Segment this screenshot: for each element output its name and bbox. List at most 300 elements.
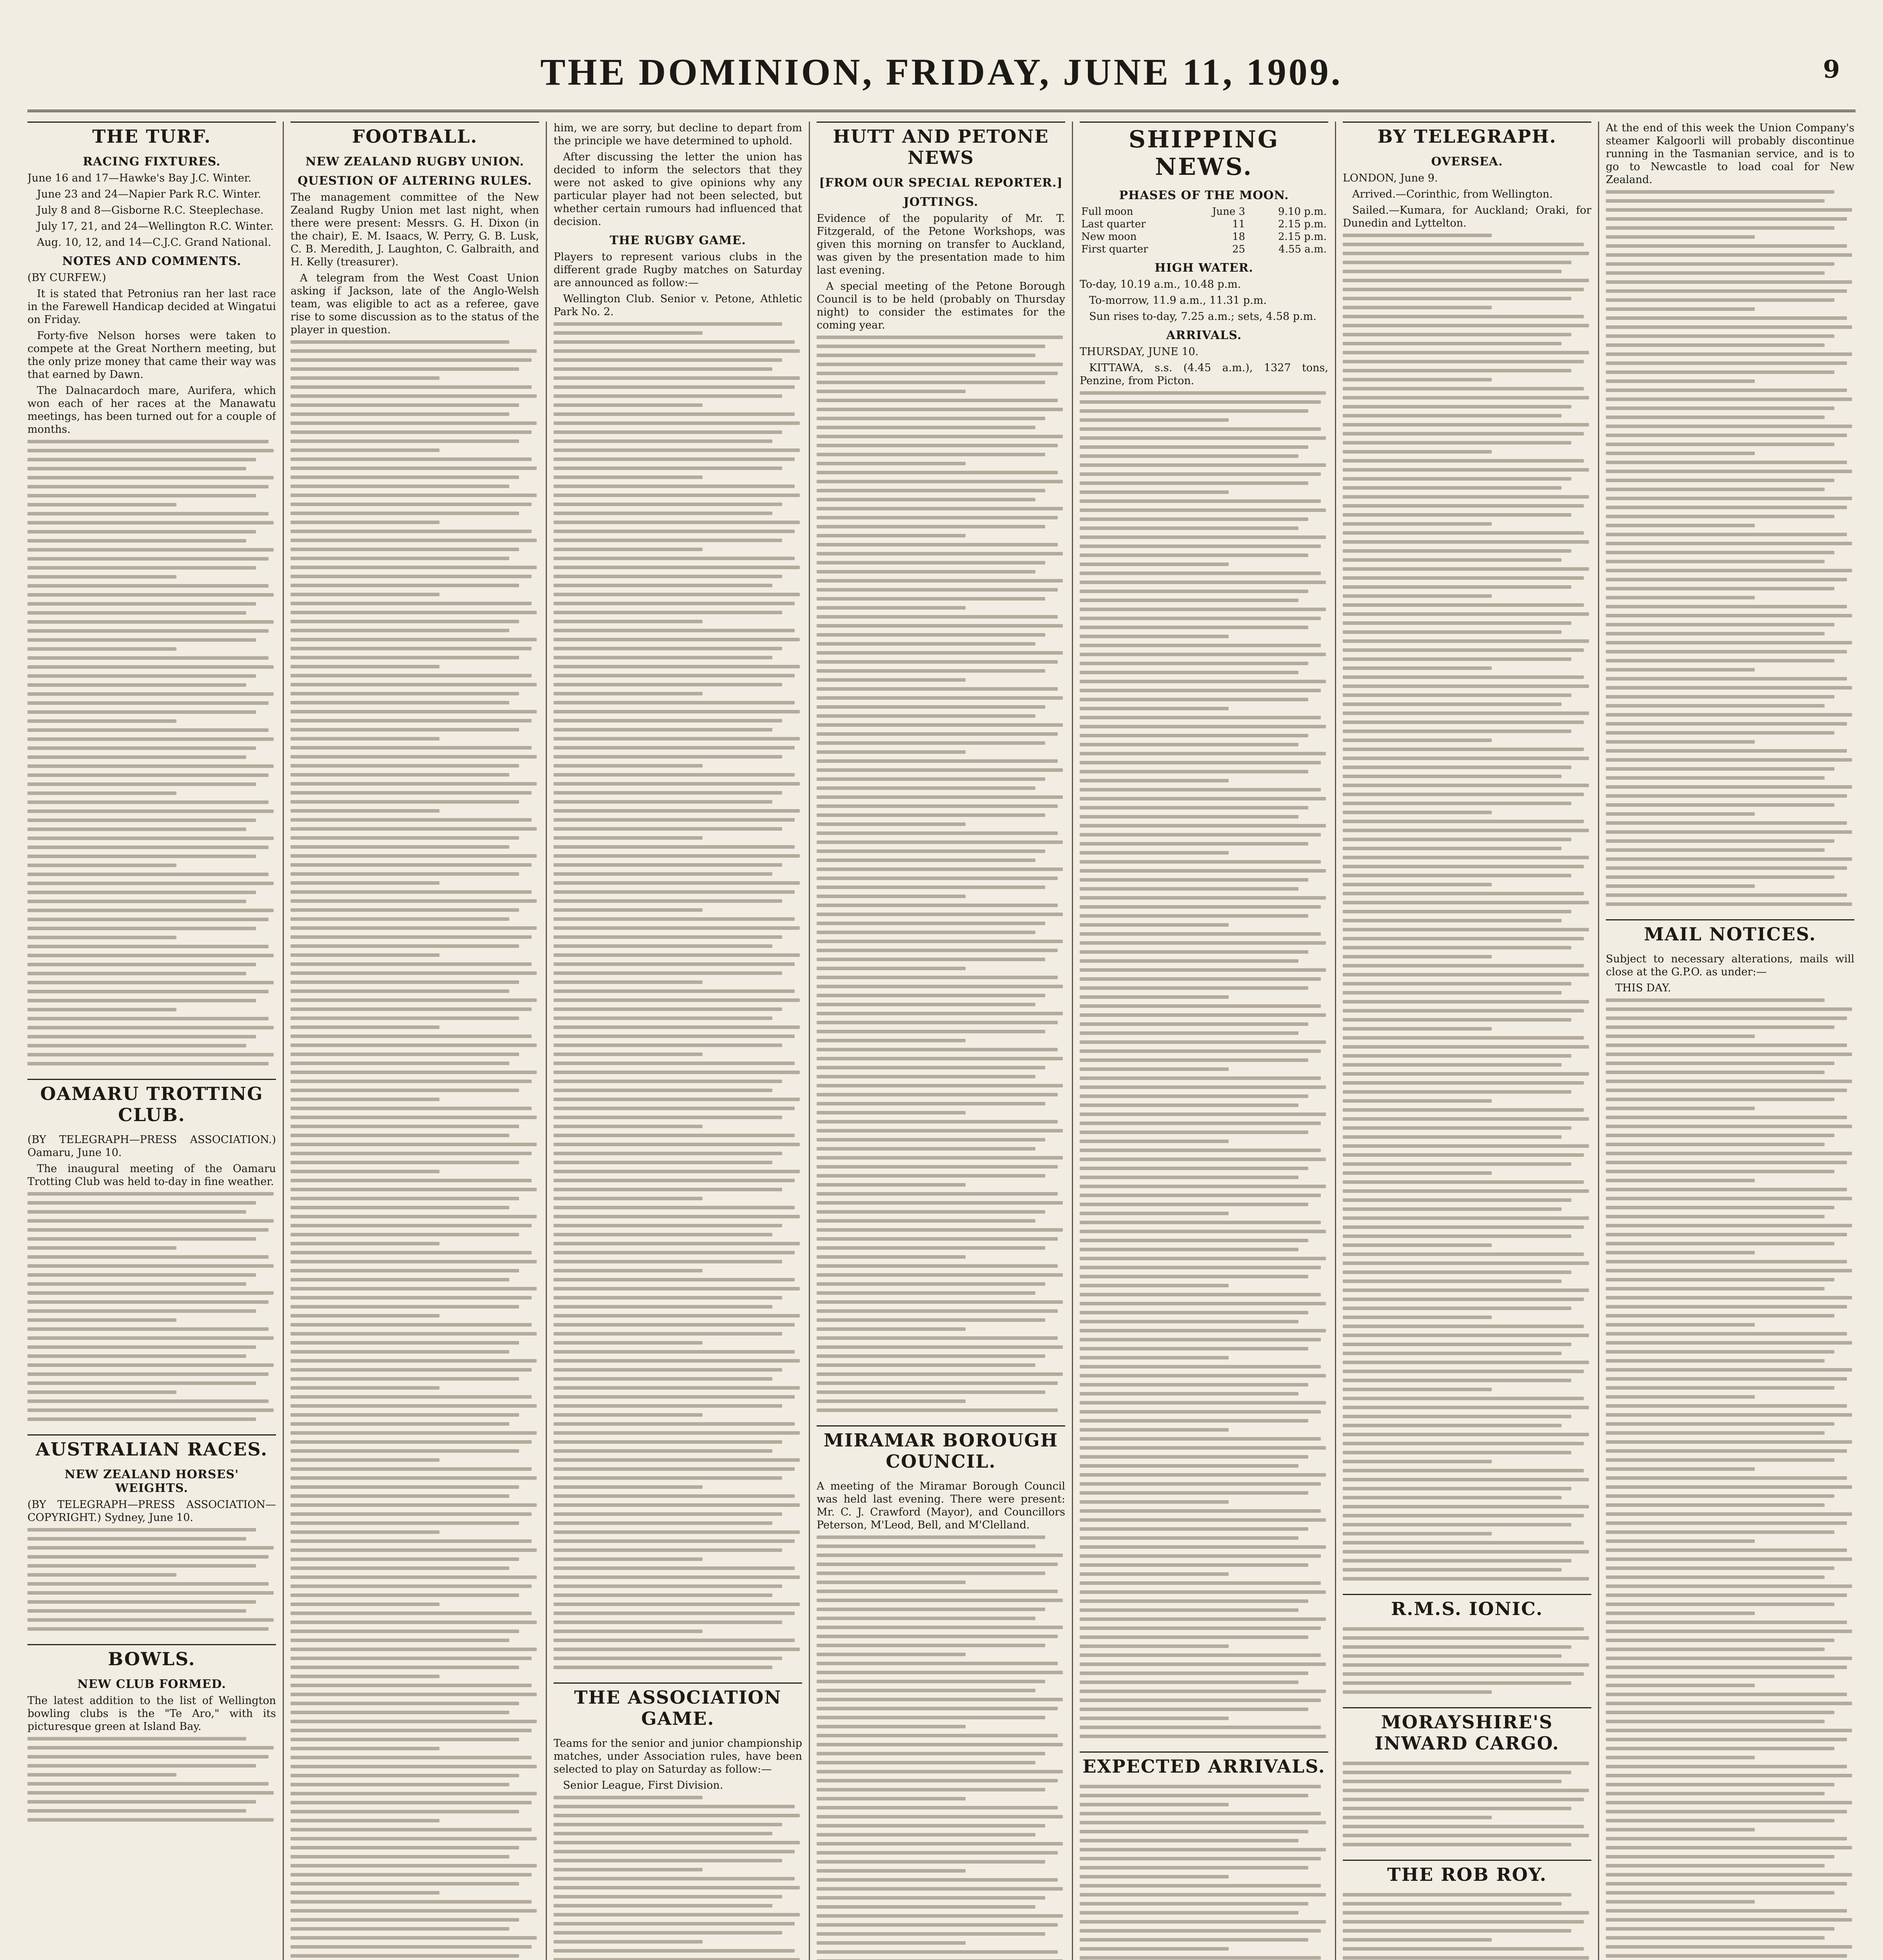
- text-line: [1606, 1612, 1755, 1615]
- text-line: [1343, 1947, 1584, 1951]
- text-line: [27, 963, 256, 966]
- text-line: [817, 705, 1045, 709]
- text-line: [1606, 298, 1834, 302]
- text-line: [817, 1336, 1058, 1340]
- text-line: [1606, 749, 1847, 753]
- article: [1343, 1860, 1591, 1960]
- text-line: [1343, 1532, 1492, 1535]
- text-line: [554, 710, 800, 713]
- text-line: [1080, 1590, 1326, 1594]
- text-line: [554, 1584, 782, 1588]
- text-line: [291, 836, 519, 840]
- text-line: [1080, 1708, 1308, 1711]
- text-line: [817, 642, 1035, 646]
- text-line: [1606, 1630, 1852, 1633]
- text-line: [817, 976, 1058, 979]
- text-lines: [1080, 391, 1328, 1738]
- text-line: [1080, 1094, 1308, 1098]
- text-line: [817, 1914, 1063, 1918]
- text-line: [817, 480, 1063, 483]
- column-rule: [809, 122, 810, 1960]
- text-line: [1606, 1080, 1852, 1083]
- text-line: [1343, 1523, 1571, 1526]
- text-line: [1343, 1478, 1589, 1481]
- text-line: [1343, 720, 1584, 724]
- text-line: [291, 755, 537, 759]
- text-line: [291, 611, 537, 614]
- text-line: [554, 602, 795, 605]
- text-line: [554, 719, 782, 722]
- text-line: [291, 1657, 532, 1660]
- text-line: [1080, 1690, 1326, 1693]
- text-line: [291, 1792, 537, 1795]
- text-line: [554, 881, 800, 885]
- article: [27, 1434, 276, 1631]
- text-line: [27, 1219, 274, 1223]
- text-line: [817, 858, 1035, 862]
- text-line: [27, 620, 274, 624]
- text-line: [1606, 704, 1825, 708]
- article: [1606, 122, 1854, 906]
- text-line: [817, 552, 1063, 555]
- text-line: [554, 1841, 800, 1844]
- text-line: [1606, 839, 1834, 843]
- paragraph: The inaugural meeting of the Oamaru Trotting Club was held to-day in fine weather.: [27, 1163, 276, 1188]
- text-line: [1606, 1729, 1852, 1732]
- text-line: [27, 638, 256, 642]
- text-line: [554, 1071, 800, 1074]
- text-line: [1080, 1374, 1326, 1377]
- text-line: [817, 435, 1063, 438]
- text-line: [1080, 1149, 1321, 1152]
- article-heading: AUSTRALIAN RACES.: [27, 1434, 276, 1462]
- text-line: [1606, 1548, 1847, 1552]
- text-line: [1606, 650, 1847, 653]
- text-line: [817, 1779, 1058, 1782]
- text-line: [1606, 524, 1755, 527]
- text-line: [1343, 1198, 1571, 1202]
- text-line: [291, 1729, 532, 1732]
- text-line: [1606, 1837, 1847, 1840]
- text-line: [554, 1197, 703, 1200]
- text-line: [291, 394, 537, 398]
- text-line: [27, 557, 269, 561]
- text-line: [1080, 1662, 1326, 1666]
- text-line: [27, 647, 176, 651]
- text-line: [554, 1341, 703, 1345]
- text-line: [291, 412, 509, 416]
- text-line: [1080, 905, 1321, 909]
- text-line: [817, 1761, 1035, 1764]
- text-line: [27, 1345, 256, 1349]
- text-line: [291, 1170, 439, 1173]
- text-line: [1606, 488, 1825, 491]
- text-line: [1080, 418, 1229, 422]
- text-line: [1606, 1170, 1834, 1173]
- text-line: [27, 773, 269, 777]
- text-line: [1080, 743, 1298, 746]
- text-line: [817, 687, 1058, 691]
- text-line: [27, 746, 256, 750]
- text-line: [1080, 797, 1326, 800]
- text-line: [27, 566, 256, 570]
- text-line: [817, 1255, 966, 1259]
- text-line: [1080, 544, 1321, 548]
- text-line: [1343, 279, 1589, 282]
- text-line: [1606, 1702, 1852, 1705]
- text-line: [554, 746, 795, 750]
- text-line: [817, 922, 1045, 925]
- table-row: [1080, 243, 1328, 256]
- text-line: [291, 1161, 519, 1164]
- text-line: [817, 940, 1063, 943]
- article: [1080, 1751, 1328, 1960]
- text-line: [291, 1945, 532, 1949]
- text-line: [1606, 1900, 1755, 1904]
- text-line: [1343, 657, 1571, 661]
- table-row: [1080, 205, 1328, 218]
- text-line: [1606, 830, 1852, 834]
- text-line: [1606, 1954, 1847, 1958]
- text-line: [554, 512, 772, 515]
- text-line: [1080, 1518, 1326, 1522]
- sub-heading: NEW CLUB FORMED.: [77, 1677, 226, 1691]
- table-row: [1080, 218, 1328, 230]
- text-line: [1080, 896, 1326, 900]
- text-line: [27, 782, 256, 786]
- text-line: [817, 1544, 1035, 1548]
- text-line: [1080, 391, 1326, 395]
- text-line: [554, 1566, 795, 1570]
- text-line: [1606, 1134, 1834, 1137]
- text-line: [1343, 1144, 1589, 1148]
- text-line: [27, 1309, 256, 1313]
- text-line: [1343, 1000, 1589, 1004]
- text-line: [1606, 1503, 1825, 1507]
- text-line: [1343, 513, 1571, 517]
- text-line: [1606, 1819, 1834, 1822]
- text-line: [1080, 1347, 1308, 1350]
- paragraph: The management committee of the New Zealand Rugby Union met last night, when there were present: Messrs. G. H. Dixon (in the chair), E. M. Isaacs, W. Perry, G. B. Lusk, C. B. Meredith, J. Laughton, C. Galbraith, and H. Kelly (treasurer).: [291, 191, 539, 268]
- text-line: [1606, 1413, 1852, 1417]
- text-line: [1343, 1171, 1492, 1175]
- text-line: [817, 1111, 966, 1114]
- text-line: [1080, 1956, 1321, 1960]
- text-line: [1343, 802, 1571, 805]
- text-line: [1343, 1063, 1562, 1067]
- text-line: [1343, 991, 1562, 995]
- text-line: [291, 1936, 537, 1940]
- text-line: [1606, 578, 1847, 581]
- text-line: [27, 900, 246, 903]
- text-line: [1080, 626, 1308, 629]
- text-line: [291, 1188, 537, 1191]
- text-line: [1606, 821, 1847, 825]
- text-line: [1606, 1566, 1834, 1570]
- text-line: [1606, 1007, 1852, 1011]
- paragraph: To-day, 10.19 a.m., 10.48 p.m.: [1080, 278, 1241, 290]
- text-line: [291, 1350, 509, 1354]
- text-line: [291, 1873, 532, 1877]
- text-line: [1606, 1539, 1755, 1543]
- text-line: [1343, 459, 1584, 463]
- text-line: [1343, 1636, 1589, 1640]
- text-line: [1080, 1158, 1326, 1161]
- sub-heading: RACING FIXTURES.: [83, 155, 221, 169]
- text-line: [27, 818, 256, 822]
- text-line: [1080, 490, 1229, 494]
- text-line: [27, 1246, 176, 1250]
- text-line: [1343, 639, 1589, 643]
- text-line: [817, 1743, 1063, 1746]
- text-line: [291, 1034, 532, 1038]
- text-line: [27, 1564, 256, 1568]
- text-line: [554, 1449, 772, 1453]
- text-line: [554, 935, 782, 939]
- text-line: [291, 1368, 532, 1372]
- text-line: [1606, 1161, 1847, 1164]
- text-line: [554, 412, 795, 416]
- text-line: [27, 674, 256, 678]
- text-line: [291, 863, 532, 867]
- text-line: [291, 1314, 439, 1318]
- text-line: [291, 1458, 439, 1462]
- text-line: [554, 1913, 800, 1916]
- text-line: [291, 1891, 439, 1895]
- text-line: [291, 1071, 537, 1074]
- text-line: [1343, 883, 1492, 886]
- text-line: [1606, 461, 1847, 464]
- text-line: [1343, 748, 1584, 751]
- text-line: [1080, 1563, 1308, 1567]
- text-line: [817, 444, 1058, 447]
- text-line: [1606, 1792, 1825, 1795]
- text-line: [291, 494, 537, 497]
- text-line: [817, 606, 966, 610]
- text-line: [1343, 1406, 1589, 1409]
- text-line: [27, 1528, 256, 1532]
- text-line: [817, 1327, 966, 1331]
- text-line: [554, 1134, 795, 1137]
- text-line: [817, 1201, 1063, 1205]
- text-line: [817, 813, 1045, 817]
- moon-phases-table: [1080, 205, 1328, 256]
- text-line: [817, 1129, 1063, 1132]
- text-line: [1343, 1027, 1492, 1031]
- text-line: [817, 1797, 966, 1800]
- text-line: [1343, 1442, 1584, 1445]
- text-line: [1606, 1350, 1834, 1354]
- text-line: [817, 1788, 1045, 1791]
- text-line: [1606, 731, 1834, 735]
- text-line: [817, 498, 1035, 501]
- text-line: [817, 1644, 1045, 1647]
- text-line: [291, 998, 537, 1002]
- text-line: [817, 1354, 1045, 1358]
- text-line: [27, 1228, 269, 1232]
- text-line: [1343, 621, 1571, 625]
- text-line: [1080, 734, 1308, 737]
- text-line: [554, 1152, 782, 1155]
- text-line: [1080, 950, 1308, 954]
- text-line: [817, 561, 1045, 564]
- text-line: [291, 1332, 537, 1336]
- text-line: [27, 1053, 274, 1056]
- text-line: [291, 1404, 537, 1408]
- text-line: [554, 1958, 800, 1960]
- text-line: [1080, 635, 1229, 638]
- text-line: [817, 1309, 1058, 1313]
- text-line: [27, 494, 256, 497]
- text-line: [554, 1904, 772, 1907]
- text-line: [1606, 370, 1834, 374]
- text-line: [1080, 1884, 1321, 1887]
- text-line: [1606, 1323, 1755, 1327]
- text-line: [817, 1057, 1063, 1060]
- text-line: [1606, 1206, 1834, 1209]
- text-line: [554, 1332, 782, 1336]
- text-line: [817, 408, 1063, 411]
- text-line: [1606, 1368, 1852, 1372]
- text-line: [1343, 1807, 1571, 1810]
- text-line: [1606, 1269, 1852, 1272]
- sub-heading: ARRIVALS.: [1166, 328, 1242, 342]
- text-line: [291, 620, 519, 623]
- text-line: [27, 755, 246, 759]
- text-line: [1080, 1920, 1326, 1924]
- text-line: [554, 530, 795, 533]
- text-line: [291, 1512, 532, 1516]
- text-line: [817, 1165, 1058, 1169]
- text-line: [291, 575, 532, 578]
- text-line: [291, 908, 519, 912]
- text-line: [1606, 857, 1852, 861]
- text-line: [1080, 1830, 1308, 1833]
- text-line: [27, 981, 274, 984]
- text-line: [1343, 1334, 1589, 1337]
- text-line: [1080, 662, 1308, 665]
- text-line: [554, 376, 800, 380]
- text-line: [291, 656, 519, 659]
- text-line: [554, 1796, 703, 1799]
- sub-heading: NEW ZEALAND HORSES' WEIGHTS.: [64, 1468, 239, 1495]
- text-line: [291, 1025, 439, 1029]
- text-line: [817, 381, 1045, 384]
- text-line: [554, 1323, 795, 1327]
- text-line: [291, 349, 537, 353]
- text-line: [1606, 208, 1852, 212]
- text-line: [291, 1251, 532, 1254]
- text-line: [1606, 1071, 1825, 1074]
- text-line: [291, 710, 537, 713]
- text-line: [554, 1949, 795, 1953]
- text-line: [1343, 468, 1589, 472]
- text-line: [1606, 1098, 1834, 1101]
- paragraph: KITTAWA, s.s. (4.45 a.m.), 1327 tons, Penzine, from Picton.: [1080, 362, 1328, 387]
- text-line: [1343, 495, 1589, 499]
- text-line: [27, 1210, 246, 1214]
- text-line: [1080, 968, 1326, 972]
- text-line: [554, 403, 703, 407]
- text-line: [1343, 1645, 1571, 1649]
- text-line: [1080, 914, 1308, 918]
- text-line: [817, 1021, 1058, 1024]
- text-line: [291, 1557, 519, 1561]
- text-line: [291, 1503, 537, 1507]
- text-line: [291, 602, 532, 605]
- text-line: [1606, 452, 1755, 455]
- text-line: [1080, 1284, 1229, 1287]
- text-line: [1606, 1584, 1852, 1588]
- text-line: [1606, 875, 1834, 879]
- text-line: [817, 1842, 1063, 1846]
- text-line: [1606, 1116, 1847, 1119]
- article-heading: EXPECTED ARRIVALS.: [1080, 1751, 1328, 1779]
- text-line: [1080, 1500, 1229, 1504]
- text-line: [1606, 1602, 1834, 1606]
- text-line: [817, 1608, 1045, 1611]
- text-line: [554, 1206, 795, 1209]
- text-line: [1606, 605, 1847, 608]
- text-line: [27, 891, 256, 894]
- text-line: [1606, 434, 1847, 437]
- table-cell: 9.10 p.m.: [1278, 206, 1327, 218]
- text-line: [1606, 668, 1755, 671]
- article-heading: SHIPPING NEWS.: [1080, 122, 1328, 183]
- text-line: [817, 615, 1058, 619]
- text-line: [817, 1806, 1058, 1809]
- text-line: [27, 927, 256, 930]
- text-line: [554, 1548, 782, 1552]
- text-line: [291, 1882, 519, 1886]
- text-line: [1080, 508, 1326, 512]
- text-line: [27, 467, 246, 470]
- text-line: [1343, 730, 1571, 733]
- text-line: [291, 1440, 532, 1444]
- text-line: [1606, 226, 1834, 230]
- paragraph: At the end of this week the Union Company's steamer Kalgoorli will probably discontinue running in the Tasmanian service, and is to go to Newcastle to load coal for New Zealand.: [1606, 122, 1854, 186]
- text-line: [1080, 1536, 1298, 1540]
- text-line: [554, 1404, 782, 1408]
- text-line: [1606, 1233, 1847, 1236]
- text-line: [1343, 928, 1589, 931]
- text-line: [554, 818, 795, 822]
- text-line: [1343, 1762, 1589, 1765]
- text-line: [291, 1116, 537, 1119]
- text-line: [1080, 1545, 1326, 1549]
- text-line: [554, 1458, 800, 1462]
- text-line: [291, 1900, 532, 1904]
- text-line: [1606, 1458, 1834, 1462]
- text-lines: [554, 1796, 802, 1960]
- text-line: [1606, 560, 1825, 563]
- text-line: [1080, 770, 1308, 773]
- text-line: [291, 1098, 439, 1101]
- text-line: [27, 1264, 274, 1268]
- text-line: [1343, 1289, 1589, 1292]
- article-heading: OAMARU TROTTING CLUB.: [27, 1079, 276, 1128]
- text-line: [291, 737, 439, 740]
- text-line: [1606, 884, 1755, 888]
- text-line: [1080, 1410, 1321, 1414]
- text-line: [1343, 1270, 1571, 1274]
- text-line: [291, 989, 509, 993]
- text-line: [554, 593, 800, 596]
- text-line: [1606, 416, 1825, 419]
- text-line: [1343, 1843, 1571, 1846]
- table-cell: 11: [1232, 218, 1246, 230]
- text-line: [1080, 1617, 1326, 1621]
